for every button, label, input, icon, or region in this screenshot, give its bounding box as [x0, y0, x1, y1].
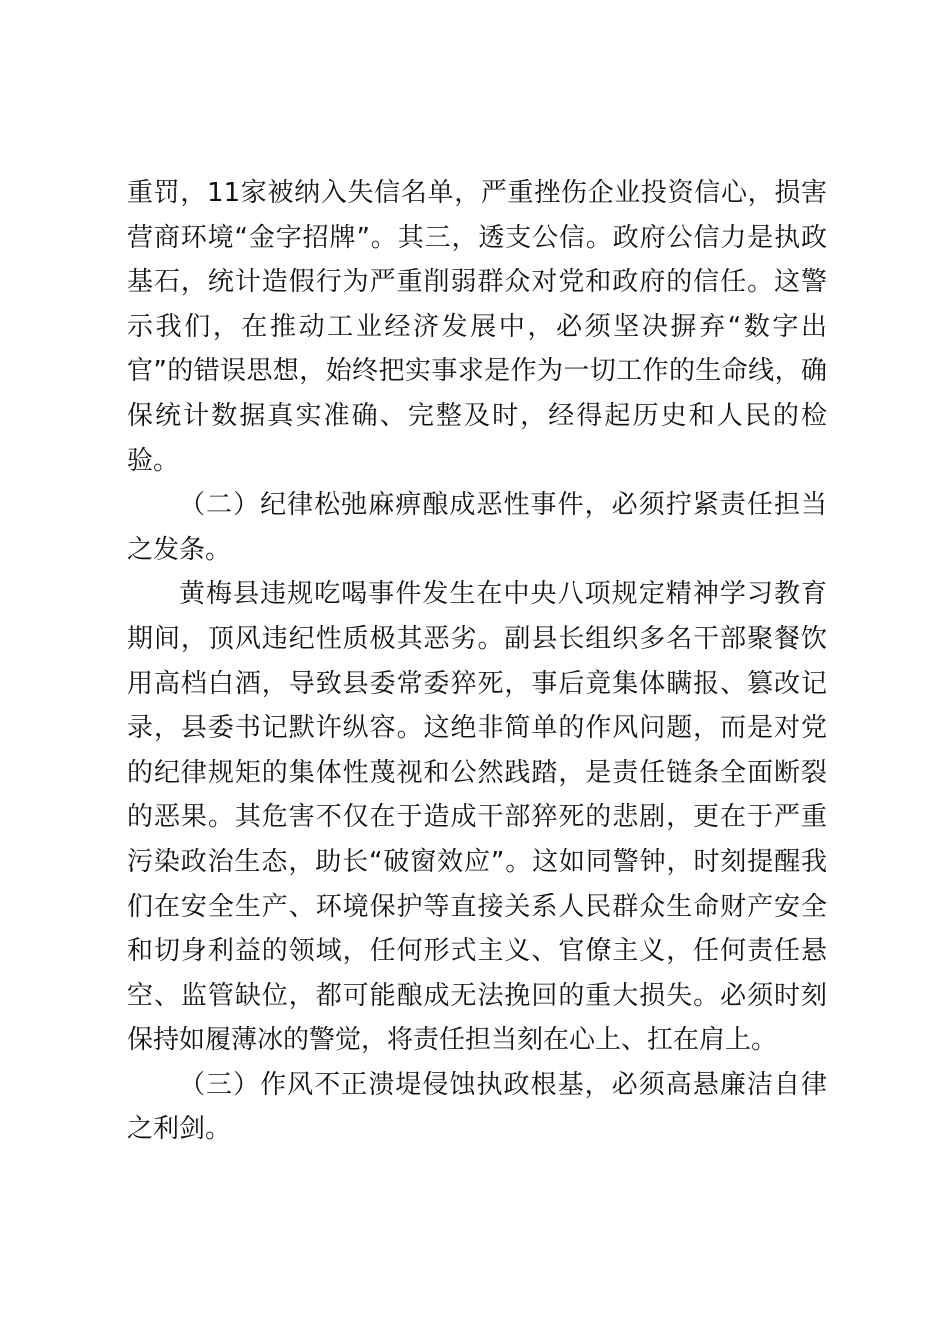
section-heading-three: （三）作风不正溃堤侵蚀执政根基，必须高悬廉洁自律之利剑。 — [127, 1069, 827, 1145]
paragraph-huangmei-case: 黄梅县违规吃喝事件发生在中央八项规定精神学习教育期间，顶风违纪性质极其恶劣。副县长组织多名干部聚餐饮用高档白酒，导致县委常委猝死，事后竟集体瞒报、篡改记录，县委书记默许纵容。这绝非简单的作风问题，而是对党的纪律规矩的集体性蔑视和公然践踏，是责任链条全面断裂的恶果。其危害不仅在于造成干部猝死的悲剧，更在于严重污染政治生态，助长“破窗效应”。这如同警钟，时刻提醒我们在安全生产、环境保护等直接关系人民群众生命财产安全和切身利益的领域，任何形式主义、官僚主义，任何责任悬空、监管缺位，都可能酿成无法挽回的重大损失。必须时刻保持如履薄冰的警觉，将责任担当刻在心上、扛在肩上。 — [127, 579, 827, 1056]
section-heading-two: （二）纪律松弛麻痹酿成恶性事件，必须拧紧责任担当之发条。 — [127, 490, 827, 565]
paragraph-continuation: 重罚，11家被纳入失信名单，严重挫伤企业投资信心，损害营商环境“金字招牌”。其三，透支公信。政府公信力是执政基石，统计造假行为严重削弱群众对党和政府的信任。这警示我们，在推动工业经济发展中，必须坚决摒弃“数字出官”的错误思想，始终把实事求是作为一切工作的生命线，确保统计数据真实准确、完整及时，经得起历史和人民的检验。 — [127, 178, 827, 476]
document-body — [127, 171, 827, 1152]
